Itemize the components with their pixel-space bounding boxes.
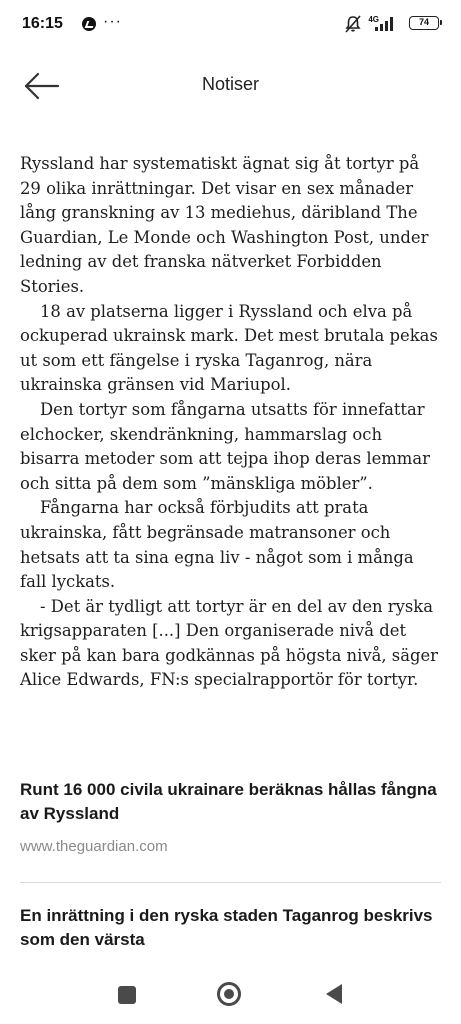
signal-icon	[375, 17, 395, 31]
article-paragraph: 18 av platserna ligger i Ryssland och elva på ockuperad ukrainsk mark. Det mest brutala pekas ut som ett fängelse i ryska Taganrog, nära ukrainska gränsen vid Mariupol.	[20, 301, 438, 395]
article-paragraph: Ryssland har systematiskt ägnat sig åt tortyr på 29 olika inrättningar. Det visar en sex månader lång granskning av 13 mediehus, däribland The Guardian, Le Monde och Washington Post, under ledning av det franska nätverket Forbidden Stories.	[20, 154, 429, 296]
back-icon[interactable]	[326, 984, 342, 1004]
messenger-icon	[82, 17, 96, 31]
app-header	[0, 60, 461, 112]
network-type: 4G	[368, 15, 379, 24]
status-icons	[319, 14, 439, 36]
related-article-title: Runt 16 000 civila ukrainare beräknas hållas fångna av Ryssland	[20, 780, 437, 823]
related-article-link[interactable]	[20, 904, 441, 952]
battery-icon: 74	[409, 16, 439, 30]
related-article-title: En inrättning i den ryska staden Taganrog beskrivs som den värsta	[20, 906, 433, 949]
article-paragraph: - Det är tydligt att tortyr är en del av den ryska krigsapparaten [...] Den organiserade nivå det sker på kan bara godkännas på högsta nivå, säger Alice Edwards, FN:s specialrapportör för tortyr.	[20, 596, 439, 690]
related-article-link[interactable]	[20, 778, 441, 855]
related-article-source: www.theguardian.com	[20, 838, 168, 855]
home-icon[interactable]	[217, 982, 241, 1006]
article-paragraph: Fångarna har också förbjudits att prata ukrainska, fått begränsade matransoner och hetsats att ta sina egna liv - något som i många fall lyckats.	[20, 498, 414, 592]
article-paragraph: Den tortyr som fångarna utsatts för innefattar elchocker, skendränkning, hammarslag och bisarra metoder som att tejpa ihop deras lemmar och sitta på dem som ”mänskliga möbler”.	[20, 399, 430, 493]
article-body	[20, 152, 444, 693]
divider	[20, 882, 441, 883]
mute-icon	[343, 14, 363, 34]
more-notifications-icon: ···	[103, 13, 122, 30]
status-time: 16:15	[22, 15, 63, 32]
recent-apps-icon[interactable]	[118, 986, 136, 1004]
status-bar	[0, 0, 461, 52]
system-nav-bar	[0, 972, 461, 1016]
page-title: Notiser	[201, 74, 259, 94]
